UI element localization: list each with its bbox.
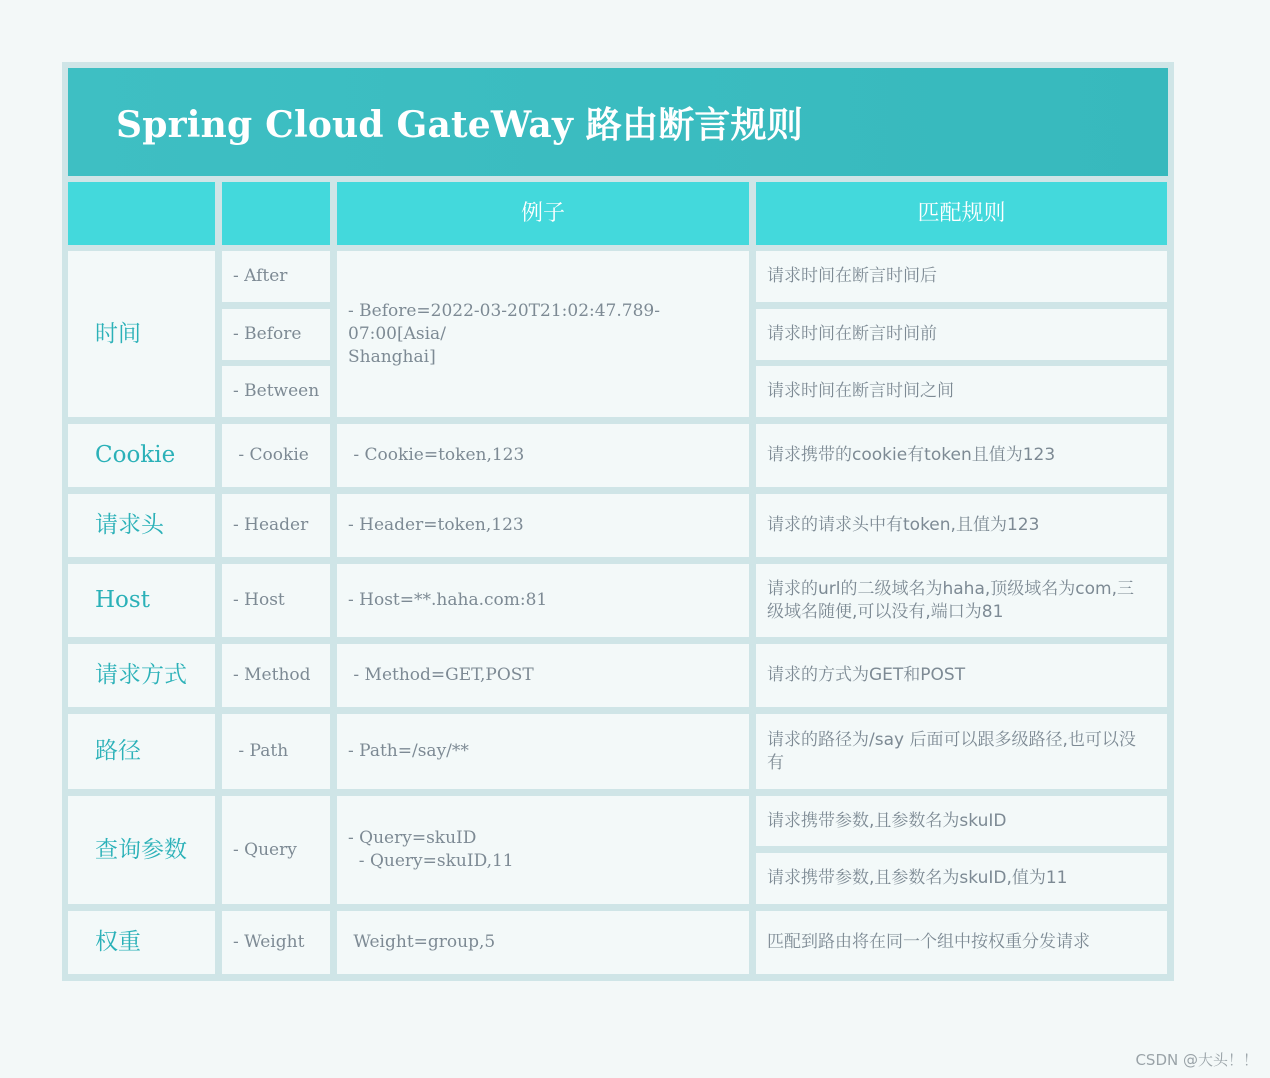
rules-table	[62, 62, 1174, 981]
key-header: - Header	[222, 494, 330, 557]
category-time: 时间	[68, 251, 215, 417]
table-title: Spring Cloud GateWay 路由断言规则	[116, 103, 803, 146]
example-query: - Query=skuID - Query=skuID,11	[337, 796, 749, 904]
example-cookie: - Cookie=token,123	[337, 424, 749, 487]
key-method: - Method	[222, 644, 330, 707]
watermark: CSDN @大头！！	[1135, 1051, 1258, 1069]
example-header: - Header=token,123	[337, 494, 749, 557]
example-host: - Host=**.haha.com:81	[337, 564, 749, 637]
example-time: - Before=2022-03-20T21:02:47.789-07:00[Asia/ Shanghai]	[337, 251, 749, 417]
category-query: 查询参数	[68, 796, 215, 904]
rule-header: 请求的请求头中有token,且值为123	[756, 494, 1167, 557]
category-weight: 权重	[68, 911, 215, 974]
category-method: 请求方式	[68, 644, 215, 707]
example-method: - Method=GET,POST	[337, 644, 749, 707]
rule-before: 请求时间在断言时间前	[756, 309, 1167, 360]
key-host: - Host	[222, 564, 330, 637]
rule-path: 请求的路径为/say 后面可以跟多级路径,也可以没 有	[756, 714, 1167, 789]
rule-method: 请求的方式为GET和POST	[756, 644, 1167, 707]
header-key	[222, 182, 330, 245]
key-query: - Query	[222, 796, 330, 904]
header-category	[68, 182, 215, 245]
key-cookie: - Cookie	[222, 424, 330, 487]
category-host: Host	[68, 564, 215, 637]
header-rule: 匹配规则	[756, 182, 1167, 245]
key-after: - After	[222, 251, 330, 302]
rule-host: 请求的url的二级域名为haha,顶级域名为com,三 级域名随便,可以没有,端口为81	[756, 564, 1167, 637]
rule-weight: 匹配到路由将在同一个组中按权重分发请求	[756, 911, 1167, 974]
rule-after: 请求时间在断言时间后	[756, 251, 1167, 302]
key-between: - Between	[222, 366, 330, 417]
category-cookie: Cookie	[68, 424, 215, 487]
category-path: 路径	[68, 714, 215, 789]
key-path: - Path	[222, 714, 330, 789]
rule-query-value: 请求携带参数,且参数名为skuID,值为11	[756, 853, 1167, 904]
rule-cookie: 请求携带的cookie有token且值为123	[756, 424, 1167, 487]
example-path: - Path=/say/**	[337, 714, 749, 789]
rule-between: 请求时间在断言时间之间	[756, 366, 1167, 417]
rule-query-name: 请求携带参数,且参数名为skuID	[756, 796, 1167, 846]
header-example: 例子	[337, 182, 749, 245]
title-bar	[68, 68, 1168, 176]
key-weight: - Weight	[222, 911, 330, 974]
example-weight: Weight=group,5	[337, 911, 749, 974]
category-header: 请求头	[68, 494, 215, 557]
key-before: - Before	[222, 309, 330, 360]
